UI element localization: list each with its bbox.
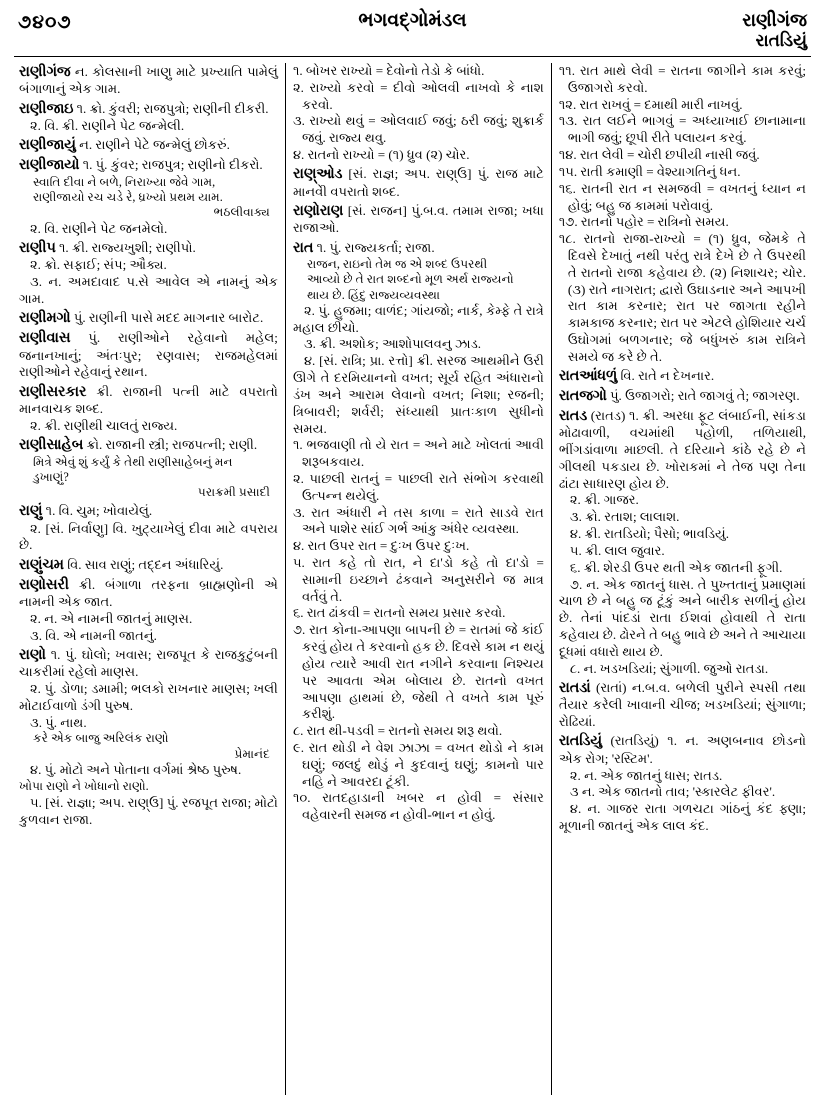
dictionary-entry: [19, 329, 278, 381]
dictionary-entry-continued: [293, 63, 544, 164]
header-divider: [14, 56, 811, 57]
dictionary-entry: [559, 732, 806, 834]
entry-sense: ૨. વિ. રાણીને પેટ જનમેલો.: [30, 220, 168, 236]
dictionary-entry: [293, 165, 544, 200]
entry-sense: ૨. ક્રી. ગાજર.: [569, 492, 639, 508]
entry-sense: ૪. પું. મોટો અને પોતાના વર્ગમાં શ્રેષ્ઠ પુરુષ.: [30, 762, 242, 778]
entry-idiom: ૧૩. રાત લઈને ભાગવું = અધ્યાખાઈ છાનામાના ભાગી જવું; છૂપી રીતે પલાયન કરવું.: [558, 113, 806, 146]
citation-line: સ્વાતિ દીવા ને બળે, નિરાખ્યા જેવે ગામ,: [33, 174, 216, 189]
dictionary-entry: [19, 502, 278, 554]
entry-idiom: ૧૬. રાતની રાત ન સમજવી = વખતનું ધ્યાન ન હોવું; બહુ જ કામમાં પરોવાવું.: [558, 180, 806, 213]
entry-sense: ૩. વિ. એ નામની જાતનું.: [30, 627, 157, 643]
dictionary-entry: [19, 63, 278, 98]
entry-sense: પું. રાણીની પાસે મદદ માગનાર બારોટ.: [73, 310, 264, 326]
entry-sense: ૨. ક્રો. સફાઈ; સંપ; ઔક્ય.: [30, 257, 167, 273]
headword: રાણીજાઇ: [19, 100, 74, 117]
headword: રાણીસરકાર: [19, 383, 87, 400]
entry-idiom: ૪. રાતનો રાખ્યો = (૧) ધ્રુવ (૨) ચોર.: [292, 147, 470, 163]
entry-idiom: ૯. રાત થોડી ને વેશ ઝાઝા = વખત થોડો ને કામ ઘણું; જલદું થોડું ને કુદવાનું ઘણું; કામનો પાર નહિ ને આવરદા ટૂંકી.: [292, 739, 544, 789]
citation-line: મિત્રે એવું શું કર્યું કે તેથી રાણીસાહેબનું મન: [33, 454, 233, 469]
dictionary-entry: [19, 646, 278, 829]
dictionary-entry: [19, 556, 278, 574]
entry-sense: ૨. ન. એક જાતનું ધાસ; રાતડ.: [569, 767, 723, 783]
entry-sense: ૮. ન. ખડખડિયાં; સુંગાળી. જુઓ રાતડા.: [569, 660, 769, 676]
entry-sense: ૨. પું. ડોળા; ડમામી; ભલકો રાખનાર માણસ; ખલી મોટાઈવાળો ડંગી પુરુષ.: [19, 681, 278, 713]
entry-sense: ૩. ક્રો. રતાશ; લાલાશ.: [569, 509, 680, 525]
headword: રાતઆંધળું: [558, 368, 618, 385]
entry-sense: ૭. ન. એક જાતનું ધાસ. તે પુખ્તતાનું પ્રમાણમાં ચાળ છે ને બહુ જ ટૂંકું અને બારીક સળીનું હોય છે. તેનાં પાંદડાં રાતા ઈશવાં હોવાથી તે રાતા કહેવાય છે. ઢોરને તે બહુ ભાવે છે અને તે આચાયા દૂધમાં વધારો થાય છે.: [558, 576, 806, 659]
column-3: [552, 63, 813, 1095]
entry-sense: (રાતાં) ન.બ.વ. બળેલી પુરીને સ્પસી તથા તૈયાર કરેલી ખાવાની ચીજ; ખડખડિયાં; સુંગાળા; રોઢિયાં.: [558, 679, 806, 730]
entry-sense: ક્રી. બંગાળા તરફના બ્રાહ્મણોની એ નામની એક જાત.: [19, 576, 278, 609]
headword: રાણીજાયો: [19, 157, 80, 174]
dictionary-entry: [293, 239, 544, 824]
entry-sense: ૫. ક્રી. લાલ જુવાર.: [569, 542, 665, 558]
page-number: ૭૪૦૭: [18, 12, 72, 33]
entry-idiom: ૧૫. રાતી કમાણી = વેશ્યાગતિનું ધન.: [558, 163, 741, 179]
entry-sense: વિ. રાતે ન દેખનાર.: [620, 368, 715, 384]
columns-container: [12, 63, 813, 1095]
headword: રાણોરાણ: [292, 203, 344, 220]
entry-idiom: ૧૭. રાતનો પહોર = રાત્રિનો સમય.: [558, 214, 729, 230]
dictionary-entry-continued: [559, 63, 806, 366]
dictionary-entry: [293, 202, 544, 237]
dictionary-entry: [559, 367, 806, 385]
entry-sense: ૨. [સં. નિર્વાણુ] વિ. ખુટ્યાખેલું દીવા માટે વપરાય છે.: [19, 520, 278, 553]
entry-sense: પું. ઉજાગરો; રાતે જાગવું તે; જાગરણ.: [610, 387, 800, 403]
entry-idiom: ૨. રાખ્યો કરવો = દીવો ઓલવી નાખવો કે નાશ કરવો.: [292, 79, 544, 112]
entry-sense: ૨. ક્રી. રાણીથી ચાલતું રાજ્ય.: [30, 417, 178, 433]
dictionary-entry: [19, 100, 278, 135]
running-head-first: રાણીગંજ: [742, 10, 807, 30]
citation-line: રાજન, રાઇનો તેમ જ એ શબ્દ ઉપરથી: [306, 257, 488, 272]
entry-sense: [સં. રાજ્ઞ; અપ. રાણ્ઉ] પું. રાજ માટે માનવીે વપરાતો શબ્દ.: [292, 166, 544, 199]
entry-idiom: ૧૪. રાત લેવી = ચોરી છપીયી નાસી જવું.: [558, 147, 760, 163]
citation-source: પરાક્રમી પ્રસાદી: [197, 485, 270, 500]
column-1: [12, 63, 286, 1095]
entry-sense: ૧. પું. કુંવર; રાજપુત્ર; રાણીનો દીકરો.: [82, 157, 263, 173]
entry-sense: ૧. ક્રી. રાજ્યખુશી; રાણીપો.: [59, 240, 196, 256]
running-head-second: રાતડિયું: [755, 30, 807, 50]
headword: રાણ્ઓડ: [292, 166, 343, 183]
page-header: [14, 10, 811, 54]
entry-idiom: ૧૨. રાત રાખવું = દમાથી મારી નાખવું.: [558, 96, 743, 112]
entry-sense: પું. રાણીઓને રહેવાનો મહેલ; જનાનખાનું; અંતઃપુર; રણવાસ; રાજમહેલમાં રાણીઓને રહેવાનું રથાન.: [19, 330, 278, 380]
dictionary-entry: [19, 576, 278, 645]
entry-sense: ૩. ન. અમદાવાદ પ.સે આવેલ એ નામનું એક ગામ.: [19, 274, 278, 307]
entry-idiom: ૨. પાછલી રાતનું = પાછલી રાતે સંભોગ કરવાથી ઉત્પન્ન થયેલું.: [292, 470, 544, 503]
entry-sense: ૧. પું. ઘોલો; ખવાસ; રાજપૂત કે રાજકુટુંબની ચાકરીમાં રહેલો માણસ.: [19, 646, 278, 680]
headword: રાણીપ: [19, 240, 56, 257]
headword: રાણીગંજ: [19, 64, 71, 80]
headword: રાતડાં: [558, 679, 591, 696]
column-2: [286, 63, 552, 1095]
dictionary-entry: [19, 309, 278, 327]
entry-example: ખોપા રાણો ને ખોધાનો રાણો.: [19, 779, 149, 794]
running-head: [742, 10, 807, 50]
entry-sense: ૫. [સં. રાજ્ઞા; અપ. રાણ્ઉ] પું. રજપૂત રાજા; મોટો કુળવાન રાજા.: [19, 794, 278, 827]
citation-line: રાણીજાયો રચ ચડે રે, ધ્રખ્યો પ્રથમ યામ.: [33, 189, 223, 204]
entry-sense: ન. કોલસાની ખાણુ માટે પ્રખ્યાતિ પામેલું બંગાળાનું એક ગામ.: [19, 64, 278, 97]
headword: રાણો: [19, 646, 46, 663]
entry-sense: ક્રો. રાજાની સ્ત્રી; રાજપત્ની; રાણી.: [86, 437, 258, 453]
entry-sense: ૨. પું. હુજમા; વાળંદ; ગાંયજો; નાર્ક, કેમ્ફે તે રાત્રે મહાલ છીચો.: [292, 302, 544, 335]
entry-sense: ૩ ન. એક જાતનો તાવ; 'સ્કારલેટ ફીવર'.: [569, 784, 776, 800]
entry-sense: ક્રી. રાજાની પત્ની માટે વપરાતો માનવાચક શબ્દ.: [19, 383, 278, 417]
headword: રાતજગો: [558, 387, 607, 404]
book-title: ભગવદ્‌ગોમંડલ: [358, 10, 467, 31]
dictionary-entry: [19, 239, 278, 308]
entry-sense: ૩. પું. નાથ.: [30, 714, 87, 730]
dictionary-entry: [559, 387, 806, 405]
citation-source: પ્રેમાનંદ: [234, 746, 270, 761]
entry-sense: ૩. ક્રી. અશોક; આશોપાલવનુ ઝાડ.: [303, 336, 482, 352]
entry-sense: વિ. સાવ રાણું; તદ્દન અંધારિયું.: [67, 556, 224, 572]
entry-idiom: ૮. રાત થી-પડવી = રાતનો સમય શરૂ થવો.: [292, 723, 503, 739]
entry-sense: ૪. ક્રી. રાતડિયો; પૈસો; ભાવડિયું.: [569, 526, 730, 542]
entry-idiom: ૧. બોખર રાખ્યો = દેવોનો તેડો કે બાંધો.: [292, 63, 485, 78]
entry-sense: [સં. રાજન] પું.બ.વ. તમામ રાજા; ખધા રાજાઓ.: [292, 203, 544, 236]
citation-line: થાય છે. હિંદુ રાજ્યવ્યવસ્થા: [306, 287, 441, 302]
entry-idiom: ૧૧. રાત માથે લેવી = રાતના જાગીને કામ કરવું; ઉજાગરો કરવો.: [558, 63, 806, 95]
entry-idiom: ૫. રાત કહે તો રાત, ને દા'ડો કહે તો દા'ડો = સામાની ઇચ્છાને ઢંકવાને અનુસરીને જ માત્ર વર્તવું તે.: [292, 555, 544, 604]
headword: રાણોસરી: [19, 576, 69, 593]
headword: રાતડિયું: [558, 733, 603, 750]
dictionary-entry: [19, 136, 278, 154]
citation-source: ભઠલીવાક્ય: [213, 205, 270, 220]
entry-idiom: ૩. રાત અંધારી ને તસ કાળા = રાતે સાડવે રાત અને પાશેર સાંઈ ગર્ભ આંકુ અંધેર વ્યવસ્થા.: [292, 504, 544, 537]
entry-sense: ૪. ન. ગાજર રાતા ગળચટા ગાંઠનું કંદ ફ્ણા; મૂળાની જાતનું એક લાલ કંદ.: [558, 801, 806, 833]
dictionary-entry: [559, 679, 806, 731]
headword: રાણીવાસ: [19, 330, 71, 347]
dictionary-entry: [19, 383, 278, 435]
headword: રાણુંચમ: [19, 556, 64, 573]
headword: રાણીસાહેબ: [19, 437, 84, 454]
entry-idiom: ૩. રાખ્યો થવું = ઓલવાઈ જવું; ઠરી જવું; શુક્રાર્ક જવું. રાજ્ય થવુ.: [292, 113, 544, 146]
entry-sense: ૬. ક્રી. શેરડી ઉપર થતી એક જાતની ફૂગી.: [569, 559, 783, 575]
entry-sense: (રાતડ) ૧. ક્રી. અરધા ફૂટ લંબાઈની, સાંકડા મોઢાવાળી, વચમાંથી પહોળી, તળિયાથી, ભીંગડાંવાળા માછલી. તે દરિયાને કાંઠે રહે છે ને ગીલથી પકડાય છે. ખોરાકમાં ને તેજ પણ તેના ઢાંટા સાધારણ હોય છે.: [558, 407, 806, 491]
entry-sense: ૧. પું. રાજ્યકર્તા; રાજા.: [316, 239, 435, 255]
dictionary-entry: [19, 436, 278, 501]
entry-sense: ન. રાણીને પેટે જન્મેલું છોકરું.: [79, 137, 230, 153]
entry-sense: ૨. વિ. ક્રી. રાણીને પેટ જન્મેલી.: [30, 118, 185, 134]
citation-line: કરે એક બાજુ અરિલંક રાણો: [33, 731, 169, 746]
citation-line: આવ્યો છે તે રાત શબ્દનો મૂળ અર્થ રાજ્યનો: [306, 272, 514, 287]
dictionary-entry: [19, 156, 278, 237]
headword: રાણીજાયું: [19, 137, 76, 154]
entry-sense: ૧. ક્રો. કુંવરી; રાજપુત્રો; રાણીની દીકરી.: [76, 100, 269, 116]
entry-sense: ૪. [સં. રાત્રિ; પ્રા. રત્તો] ક્રી. સરજ આથમીને ઉરી ઊગે તે દરમિયાનનો વખત; સૂર્ય રહિત અંધારાનો ડંખ અને આરામ લેવાનો વખત; નિશા; રજની; ત્રિબાવરી; શર્વરી; સંધ્યાથી પ્રાતઃકાળ સુધીનો સમય.: [292, 353, 544, 436]
entry-idiom: ૧૮. રાતનો રાજા-રાખ્યો = (૧) ધ્રુવ, જેમકે તે દિવસે દેખાતું નથી પરંતુ રાત્રે દેખે છે તે ઉપરથી તે રાતનો રાજા કહેવાય છે. (૨) નિશાચર; ચોર. (૩) રાતે નાગરાત; દ્વારો ઉઘાડનાર અને આપખી રાત કામ કરનાર; રાત પર જાગતા રહીને કામકાજ કરનાર; રાત પર એટલે હોશિયાર ચર્ચ ઉઘોગમાં બળગનાર; જે બધુંખરું કામ રાત્રિને સમયે જ કરે છે તે.: [558, 231, 806, 364]
entry-idiom: ૧૦. રાતદહાડાની ખબર ન હોવી = સંસાર વહેવારની સમજ ન હોવી-ભાન ન હોવું.: [292, 790, 544, 823]
entry-idiom: ૭. રાત કોના-આપણા બાપની છે = રાતમાં જે કાંઈ કરવું હોય તે કરવાનો હક છે. દિવસે કામ ન થયું હોય ત્યારે આવી રાત નગીને કરવાના નિશ્ચય પર આવતા એમ બોલાય છે. રાતનો વખત આપણા હાથમાં છે, જેથી તે વખતે કામ પૂરું કરીશું.: [292, 622, 544, 722]
entry-sense: ૧. વિ. ચુમ; ખોવાયેલું.: [45, 503, 153, 519]
dictionary-entry: [559, 407, 806, 678]
citation-line: ડુખાણું?: [33, 469, 69, 484]
headword: રાતડ: [558, 407, 588, 424]
entry-idiom: ૬. રાત ઢાંકવી = રાતનો સમય પ્રસાર કરવો.: [292, 605, 506, 621]
headword: રાણીમગો: [19, 310, 71, 327]
headword: રાણું: [19, 503, 43, 520]
entry-sense: (રાતડિયું) ૧. ન. અણબનાવ છોડનો એક રોગ; 'રસ્ટિમ'.: [558, 733, 806, 766]
entry-sense: ૨. ન. એ નામની જાતનું માણસ.: [30, 610, 193, 626]
headword: રાત: [292, 239, 314, 256]
entry-idiom: ૧. ભજવાણી તો યે રાત = અને માટે ખોલતાં આવી શરૂબકવાય.: [292, 437, 544, 470]
entry-idiom: ૪. રાત ઉપર રાત = દુઃખ ઉપર દુઃખ.: [292, 538, 470, 554]
